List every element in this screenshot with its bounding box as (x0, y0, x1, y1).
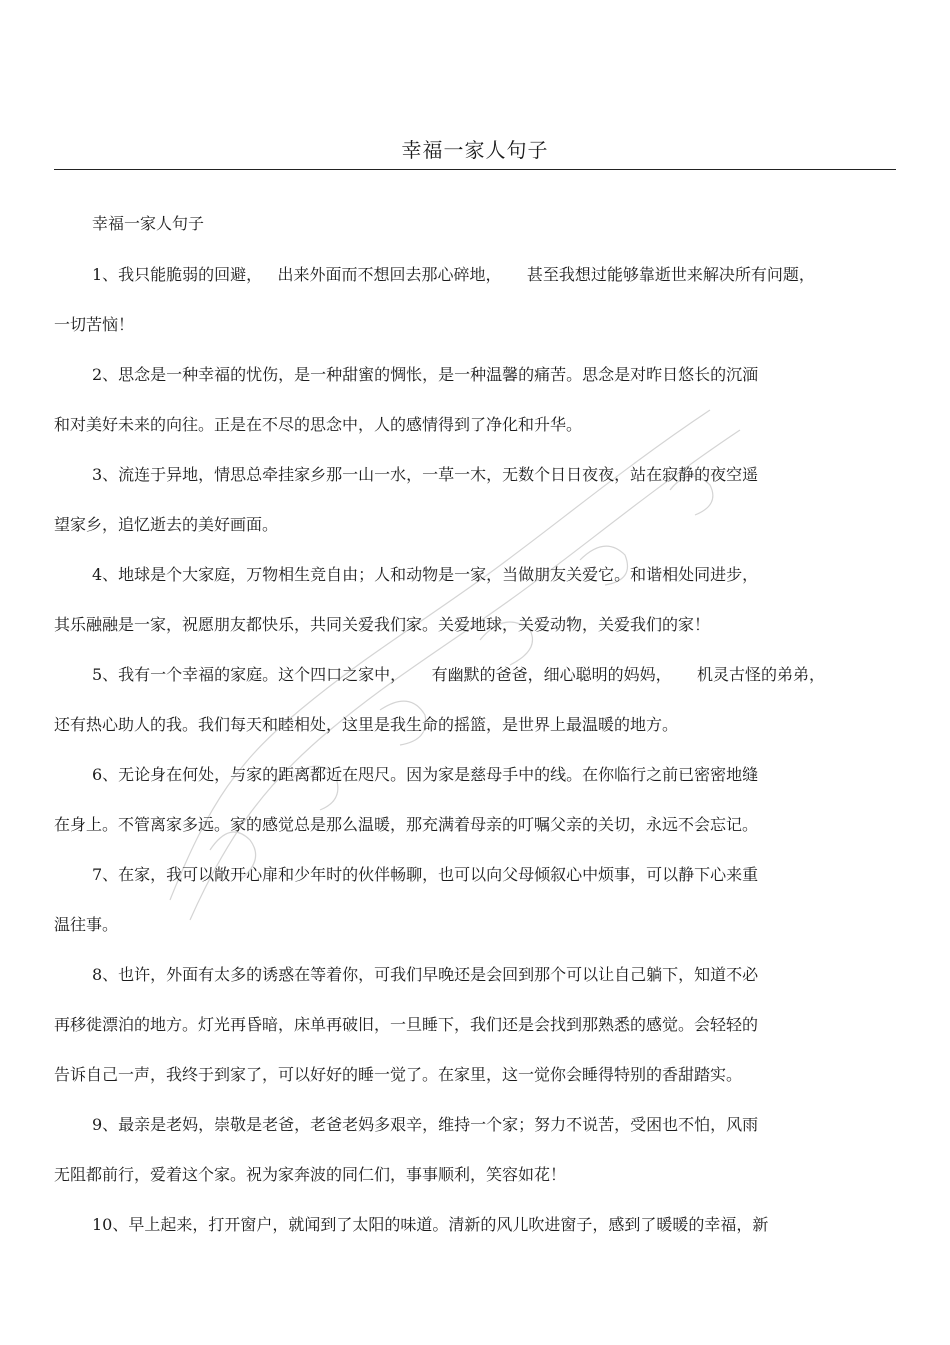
document-title: 幸福一家人句子 (401, 138, 549, 162)
text-line: 温往事。 (54, 915, 119, 934)
text-line: 和对美好未来的向往。正是在不尽的思念中，人的感情得到了净化和升华。 (54, 415, 583, 434)
text-line: 3、流连于异地，情思总牵挂家乡那一山一水，一草一木，无数个日日夜夜，站在寂静的夜空遥 (92, 465, 759, 484)
text-line: 7、在家，我可以敞开心扉和少年时的伙伴畅聊，也可以向父母倾叙心中烦事，可以静下心来重 (92, 865, 759, 884)
text-line: 2、思念是一种幸福的忧伤，是一种甜蜜的惆怅，是一种温馨的痛苦。思念是对昨日悠长的沉湎 (92, 365, 759, 384)
text-line: 幸福一家人句子 (92, 214, 205, 233)
text-line: 1、我只能脆弱的回避， 出来外面而不想回去那心碎地， 甚至我想过能够靠逝世来解决所有问题， (92, 265, 815, 284)
text-line: 还有热心助人的我。我们每天和睦相处，这里是我生命的摇篮，是世界上最温暖的地方。 (54, 715, 679, 734)
watermark-stamp (150, 380, 790, 940)
text-line: 其乐融融是一家，祝愿朋友都快乐，共同关爱我们家。关爱地球，关爱动物，关爱我们的家！ (54, 615, 711, 634)
text-line: 无阻都前行，爱着这个家。祝为家奔波的同仁们，事事顺利，笑容如花！ (54, 1165, 567, 1184)
text-line: 10、早上起来，打开窗户，就闻到了太阳的味道。清新的风儿吹进窗子，感到了暖暖的幸福，新 (92, 1215, 769, 1234)
text-line: 9、最亲是老妈，崇敬是老爸，老爸老妈多艰辛，维持一个家；努力不说苦，受困也不怕，风雨 (92, 1115, 759, 1134)
text-line: 6、无论身在何处，与家的距离都近在咫尺。因为家是慈母手中的线。在你临行之前已密密地缝 (92, 765, 759, 784)
title-divider (54, 169, 896, 170)
text-line: 4、地球是个大家庭，万物相生竞自由；人和动物是一家，当做朋友关爱它。和谐相处同进步， (92, 565, 759, 584)
text-line: 在身上。不管离家多远。家的感觉总是那么温暖，那充满着母亲的叮嘱父亲的关切，永远不会忘记。 (54, 815, 759, 834)
text-line: 再移徙漂泊的地方。灯光再昏暗，床单再破旧，一旦睡下，我们还是会找到那熟悉的感觉。会轻轻的 (54, 1015, 759, 1034)
text-line: 5、我有一个幸福的家庭。这个四口之家中， 有幽默的爸爸，细心聪明的妈妈， 机灵古怪的弟弟， (92, 665, 826, 684)
text-line: 8、也许，外面有太多的诱惑在等着你，可我们早晚还是会回到那个可以让自己躺下，知道不必 (92, 965, 759, 984)
text-line: 一切苦恼！ (54, 315, 135, 334)
text-line: 望家乡，追忆逝去的美好画面。 (54, 515, 279, 534)
text-line: 告诉自己一声，我终于到家了，可以好好的睡一觉了。在家里，这一觉你会睡得特别的香甜踏实。 (54, 1065, 743, 1084)
